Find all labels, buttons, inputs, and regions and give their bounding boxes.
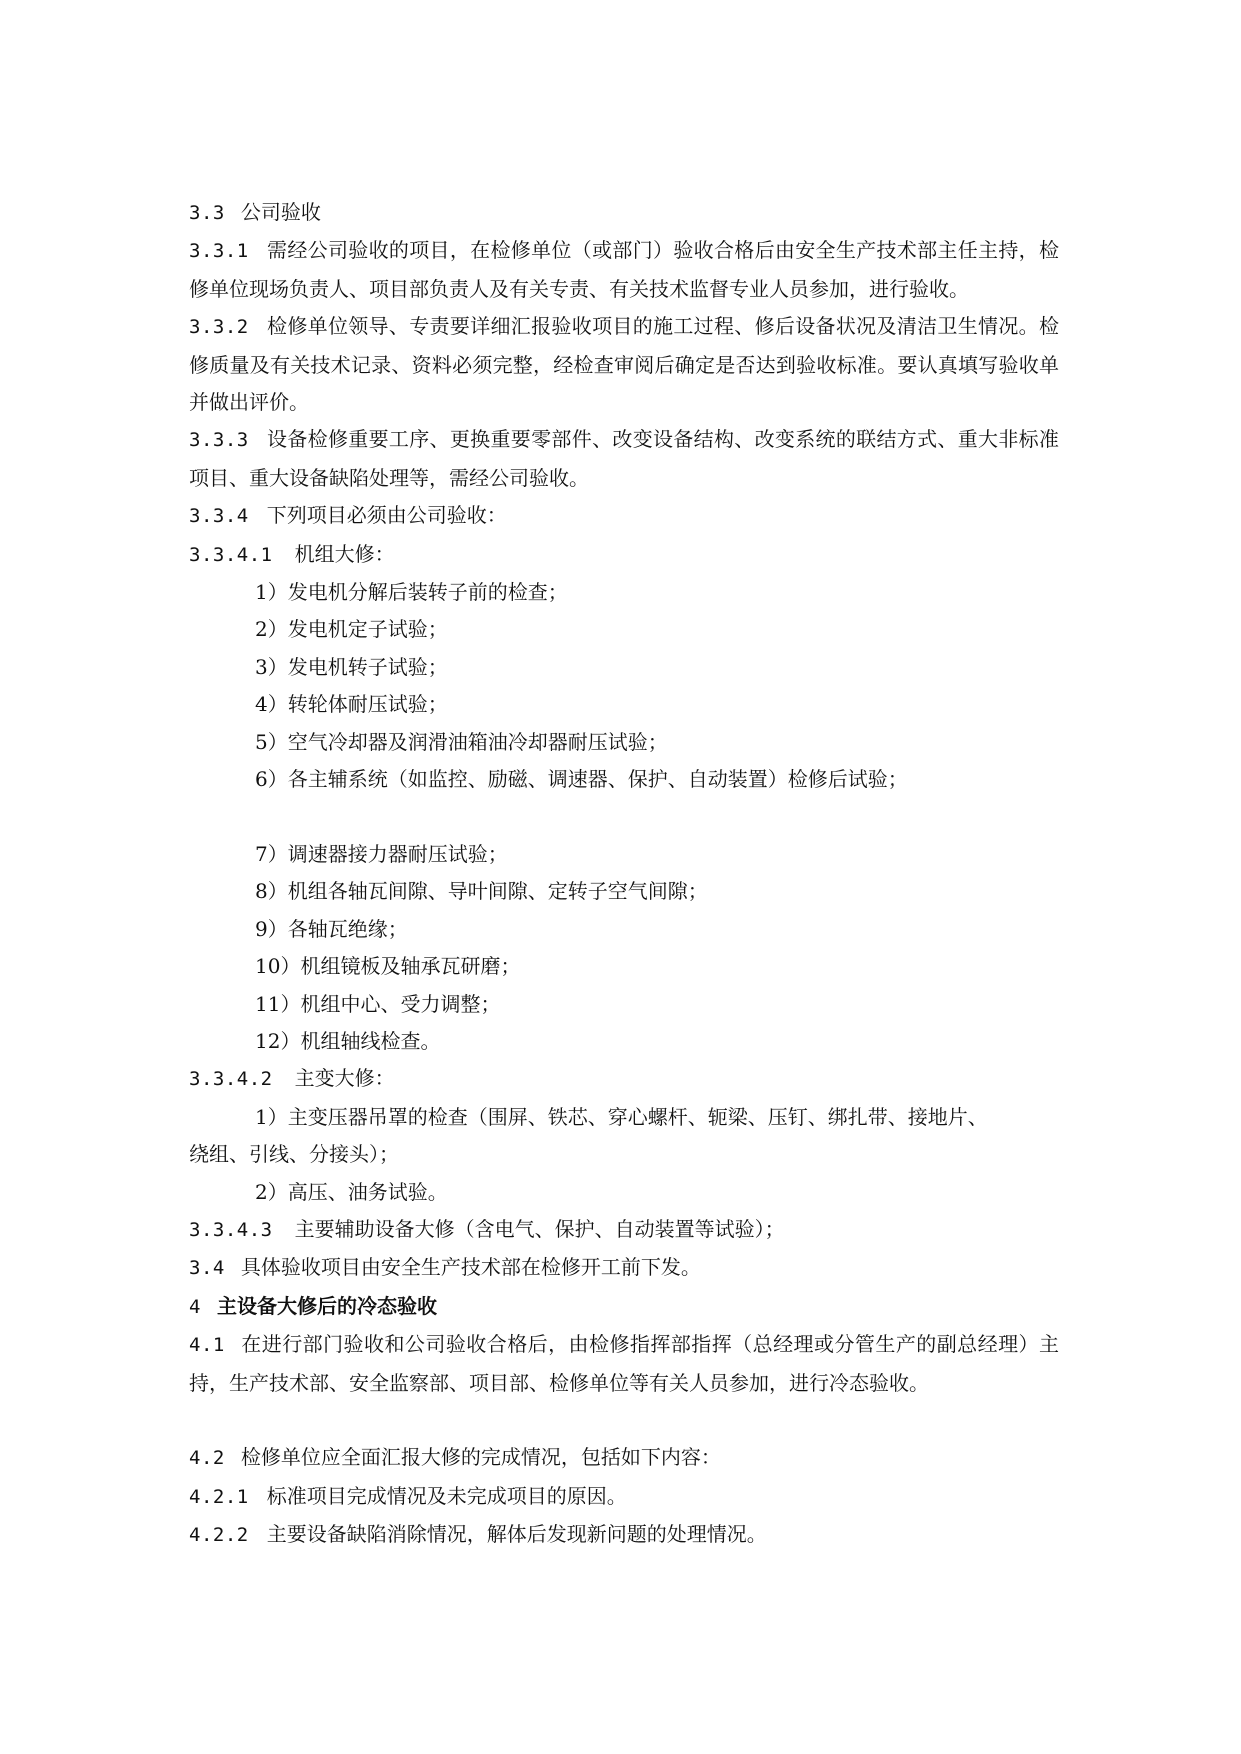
list-item: 2）高压、油务试验。 [255, 1179, 448, 1204]
section-text: 在进行部门验收和公司验收合格后，由检修指挥部指挥（总经理或分管生产的副总经理）主持，生产技术部、安全监察部、项目部、检修单位等有关人员参加，进行冷态验收。 [189, 1332, 1059, 1395]
section-text: 标准项目完成情况及未完成项目的原因。 [266, 1483, 627, 1508]
section-text: 需经公司验收的项目，在检修单位（或部门）验收合格后由安全生产技术部主任主持，检修单位现场负责人、项目部负责人及有关专责、有关技术监督专业人员参加，进行验收。 [189, 238, 1059, 301]
section-number: 4.2.1 [189, 1485, 249, 1508]
list-item: 2）发电机定子试验； [255, 617, 448, 642]
list-item: 7）调速器接力器耐压试验； [255, 841, 508, 866]
section-number: 3.3 [189, 202, 225, 224]
list-item: 8）机组各轴瓦间隙、导叶间隙、定转子空气间隙； [255, 879, 708, 904]
section-number: 3.3.2 [189, 316, 249, 339]
section-number: 4 [189, 1295, 201, 1318]
section-4-2-2 [189, 1516, 1059, 1554]
list-item: 1）发电机分解后装转子前的检查； [255, 580, 568, 605]
section-4-heading [189, 1288, 1059, 1326]
section-number: 3.3.1 [189, 240, 249, 263]
section-number: 3.3.4 [189, 505, 249, 528]
list-item: 4）转轮体耐压试验； [255, 692, 448, 717]
section-4-2 [189, 1439, 1059, 1477]
section-title: 主变大修： [294, 1066, 395, 1091]
section-text: 主要辅助设备大修（含电气、保护、自动装置等试验）； [294, 1216, 785, 1241]
list-item: 5）空气冷却器及润滑油箱油冷却器耐压试验； [255, 729, 668, 754]
section-3-3-4 [189, 497, 1059, 535]
blank-line [189, 799, 1059, 836]
section-3-4 [189, 1249, 1059, 1287]
section-title: 主设备大修后的冷态验收 [216, 1293, 437, 1318]
section-number: 4.1 [189, 1334, 225, 1357]
document-body [189, 194, 1059, 1555]
list-item: 11）机组中心、受力调整； [255, 991, 501, 1016]
section-3-3-3 [189, 421, 1059, 497]
blank-line [189, 1402, 1059, 1439]
list-item: 9）各轴瓦绝缘； [255, 916, 408, 941]
section-number: 3.3.4.1 [189, 543, 273, 566]
section-3-3-4-2-heading [189, 1060, 1059, 1098]
list-item: 6）各主辅系统（如监控、励磁、调速器、保护、自动装置）检修后试验； [255, 767, 908, 792]
section-title: 公司验收 [240, 200, 321, 224]
section-text: 检修单位应全面汇报大修的完成情况，包括如下内容： [240, 1445, 721, 1470]
section-3-3-2 [189, 308, 1059, 421]
section-3-3-4-1-heading [189, 536, 1059, 574]
section-text: 设备检修重要工序、更换重要零部件、改变设备结构、改变系统的联结方式、重大非标准项目、重大设备缺陷处理等，需经公司验收。 [189, 427, 1059, 490]
section-number: 3.3.4.2 [189, 1068, 273, 1091]
section-number: 4.2 [189, 1447, 225, 1470]
section-title: 机组大修： [294, 541, 395, 566]
list-item: 10）机组镜板及轴承瓦研磨； [255, 954, 521, 979]
section-4-1 [189, 1326, 1059, 1402]
section-3-3-1 [189, 232, 1059, 308]
section-number: 3.3.3 [189, 429, 249, 452]
section-text: 检修单位领导、专责要详细汇报验收项目的施工过程、修后设备状况及清洁卫生情况。检修质量及有关技术记录、资料必须完整，经检查审阅后确定是否达到验收标准。要认真填写验收单并做出评价。 [189, 314, 1059, 415]
list-item-continuation: 绕组、引线、分接头）； [189, 1142, 399, 1167]
section-number: 3.4 [189, 1257, 225, 1280]
section-text: 具体验收项目由安全生产技术部在检修开工前下发。 [240, 1255, 701, 1280]
list-item: 12）机组轴线检查。 [255, 1028, 441, 1053]
section-text: 下列项目必须由公司验收： [266, 503, 507, 528]
section-text: 主要设备缺陷消除情况，解体后发现新问题的处理情况。 [266, 1522, 767, 1547]
section-number: 4.2.2 [189, 1524, 249, 1547]
section-3-3-heading [189, 194, 1059, 232]
section-number: 3.3.4.3 [189, 1218, 273, 1241]
section-3-3-4-3 [189, 1211, 1059, 1249]
section-4-2-1 [189, 1478, 1059, 1516]
list-item: 1）主变压器吊罩的检查（围屏、铁芯、穿心螺杆、轭梁、压钉、绑扎带、接地片、 [255, 1104, 988, 1129]
list-item: 3）发电机转子试验； [255, 654, 448, 679]
